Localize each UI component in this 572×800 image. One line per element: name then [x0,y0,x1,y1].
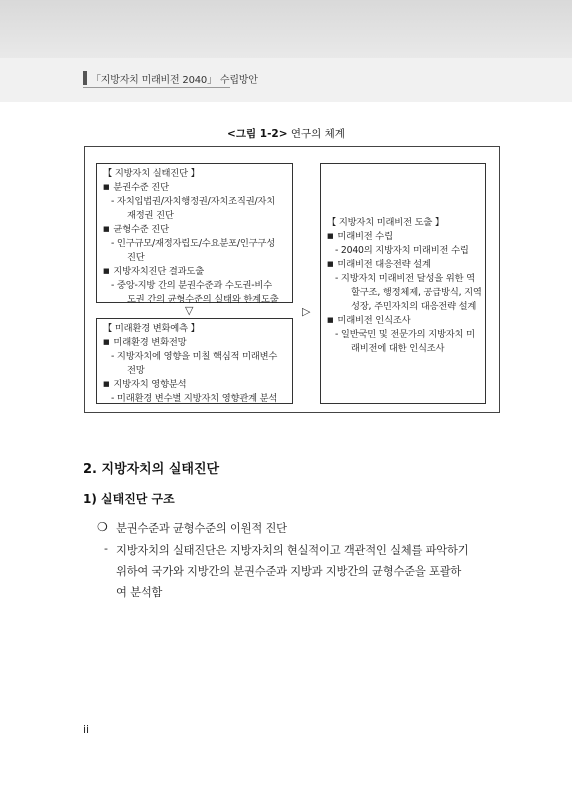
bullet-text: 분권수준과 균형수준의 이원적 진단 [116,522,287,535]
running-head-text: 「지방자치 미래비전 2040」 수립방안 [91,74,258,86]
arrow-down-icon: ▽ [185,304,194,317]
box-c-title: 【 지방자치 미래비전 도출 】 [327,217,445,228]
box-future-vision [320,163,486,404]
box-c-subitem: - 지방자치 미래비전 달성을 위한 역 [335,273,475,284]
figure-caption [0,126,572,141]
box-c-subitem-cont: 래비전에 대한 인식조사 [351,343,445,354]
running-head-marker [83,71,87,85]
box-a-subitem: - 인구규모/재정자립도/수요분포/인구구성 [111,238,275,249]
circle-bullet-icon: ❍ [97,520,108,534]
box-b-subitem: - 미래환경 변수별 지방자치 영향관계 분석 [111,393,278,404]
box-c-subitem-cont: 성장, 주민자치의 대응전략 설계 [351,301,477,312]
box-b-subitem-cont: 전망 [127,365,145,376]
page-number: ii [83,723,90,736]
subsection-title: 1) 실태진단 구조 [83,492,175,506]
box-situation-diagnosis [96,163,293,303]
box-c-subitem: - 일반국민 및 전문가의 지방자치 미 [335,329,475,340]
box-c-subitem: - 2040의 지방자치 미래비전 수립 [335,245,469,256]
box-a-subitem: - 자치입법권/자치행정권/자치조직권/자치 [111,196,275,207]
box-b-title: 【 미래환경 변화예측 】 [103,323,200,334]
box-a-item: ■ 균형수준 진단 [103,223,286,237]
running-head [83,70,258,86]
box-future-environment [96,318,293,404]
box-a-item: ■ 지방자치진단 결과도출 [103,265,286,279]
box-a-subitem: - 중앙-지방 간의 분권수준과 수도권-비수 [111,280,272,291]
paragraph-line: 여 분석함 [116,586,163,599]
box-c-item: ■ 미래비전 수립 [327,230,479,244]
box-a-title: 【 지방자치 실태진단 】 [103,168,200,179]
figure-title: 연구의 체계 [290,128,345,140]
dash-bullet: - [104,542,108,555]
paragraph-line: 위하여 국가와 지방간의 분권수준과 지방과 지방간의 균형수준을 포괄하 [116,565,462,578]
box-b-item: ■ 지방자치 영향분석 [103,378,286,392]
box-a-subitem-cont: 진단 [127,252,145,263]
box-a-item: ■ 분권수준 진단 [103,181,286,195]
box-b-subitem: - 지방자치에 영향을 미칠 핵심적 미래변수 [111,351,278,362]
box-c-subitem-cont: 할구조, 행정체제, 공급방식, 지역 [351,287,482,298]
header-band [0,0,572,58]
box-b-item: ■ 미래환경 변화전망 [103,336,286,350]
box-a-subitem-cont: 재정권 진단 [127,210,174,221]
paragraph-line: 지방자치의 실태진단은 지방자치의 현실적이고 객관적인 실체를 파악하기 [116,544,469,557]
figure-label: <그림 1-2> [227,128,288,140]
section-title: 2. 지방자치의 실태진단 [83,462,220,477]
box-c-item: ■ 미래비전 대응전략 설계 [327,258,479,272]
running-head-rule [83,87,230,88]
box-c-item: ■ 미래비전 인식조사 [327,314,479,328]
arrow-right-icon: ▷ [302,305,311,318]
box-a-subitem-cont: 도권 간의 균형수준의 실태와 한계도출 [127,294,279,305]
